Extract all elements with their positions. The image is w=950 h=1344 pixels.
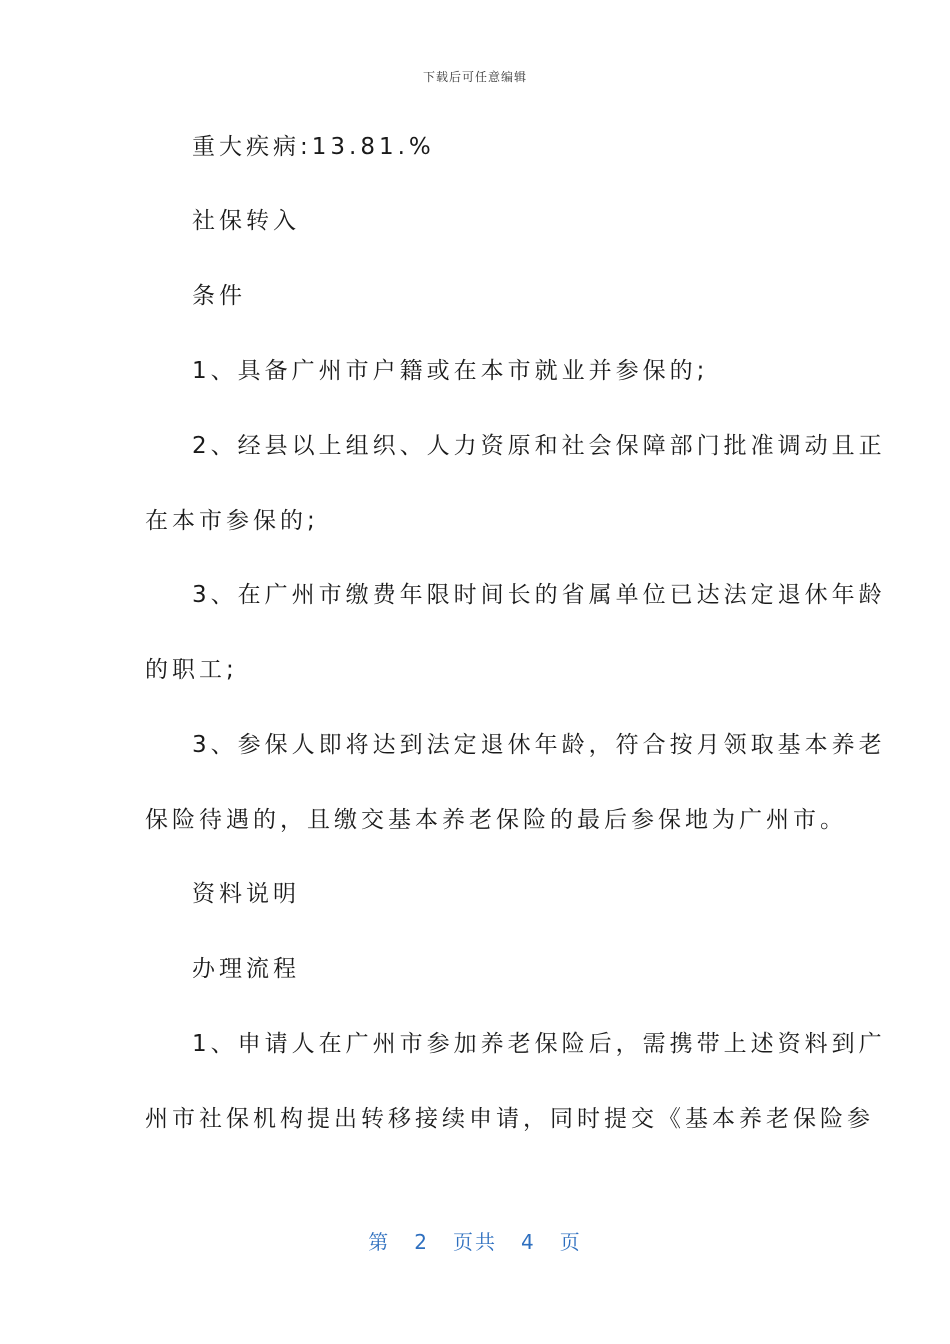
header-note: 下载后可任意编辑 xyxy=(422,70,527,84)
procedure-item-1-line-1: 1、申请人在广州市参加养老保险后，需携带上述资料到广 xyxy=(192,1031,886,1057)
footer-suffix: 页 xyxy=(559,1230,582,1254)
footer-middle: 页共 xyxy=(453,1230,497,1254)
section-heading-conditions: 条件 xyxy=(192,283,246,309)
condition-item-2-line-1: 2、经县以上组织、人力资原和社会保障部门批准调动且正 xyxy=(192,433,886,459)
condition-item-1: 1、具备广州市户籍或在本市就业并参保的; xyxy=(192,358,709,384)
condition-item-2-line-2: 在本市参保的; xyxy=(145,508,319,534)
condition-item-3-line-2: 的职工; xyxy=(145,657,238,683)
footer-current-page: 2 xyxy=(414,1230,429,1254)
footer-prefix: 第 xyxy=(368,1230,391,1254)
text-line-critical-illness: 重大疾病:13.81.% xyxy=(192,134,435,160)
condition-item-4-line-1: 3、参保人即将达到法定退休年龄，符合按月领取基本养老 xyxy=(192,732,886,758)
condition-item-4-line-2: 保险待遇的，且缴交基本养老保险的最后参保地为广州市。 xyxy=(145,807,847,833)
section-heading-materials: 资料说明 xyxy=(192,881,300,907)
procedure-item-1-line-2: 州市社保机构提出转移接续申请，同时提交《基本养老保险参 xyxy=(145,1106,874,1132)
condition-item-3-line-1: 3、在广州市缴费年限时间长的省属单位已达法定退休年龄 xyxy=(192,582,886,608)
page-number-footer xyxy=(0,1226,950,1255)
footer-total-pages: 4 xyxy=(521,1230,536,1254)
section-heading-social-security-transfer: 社保转入 xyxy=(192,208,300,234)
section-heading-procedure: 办理流程 xyxy=(192,956,300,982)
